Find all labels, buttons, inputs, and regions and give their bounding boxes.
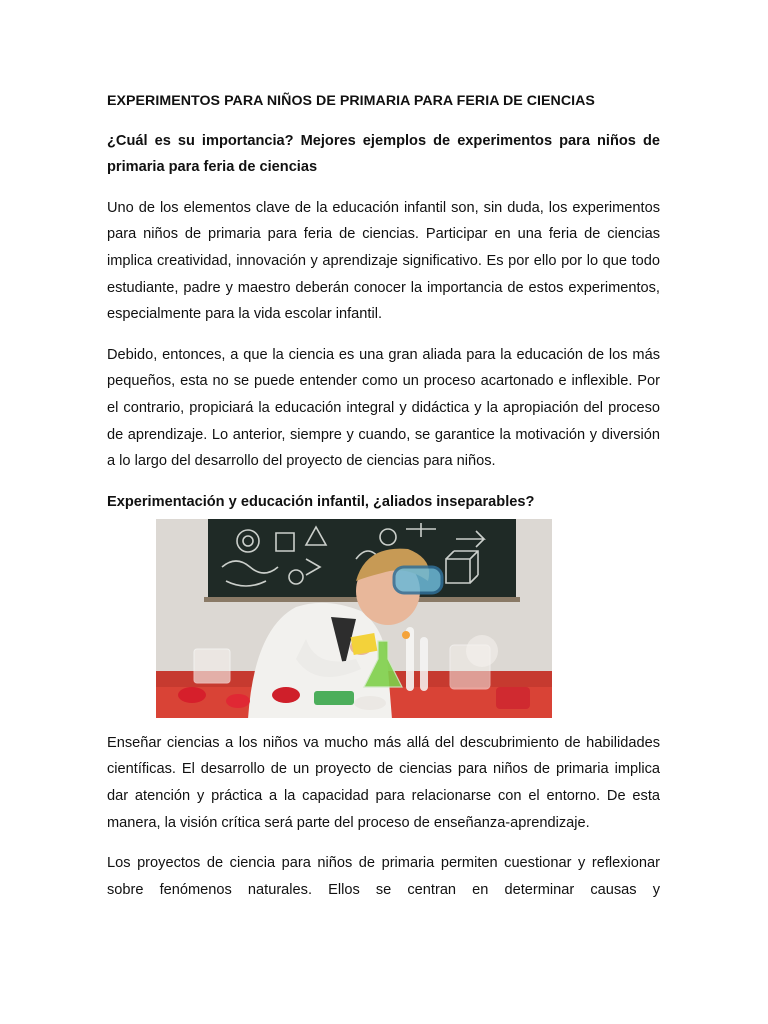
document-title: EXPERIMENTOS PARA NIÑOS DE PRIMARIA PARA FERIA DE CIENCIAS (107, 93, 595, 109)
document-subtitle: ¿Cuál es su importancia? Mejores ejemplos de experimentos para niños de primaria para feria de ciencias (107, 133, 660, 176)
paragraph-3: Enseñar ciencias a los niños va mucho más allá del descubrimiento de habilidades científicas. El desarrollo de un proyecto de ciencias para niños de primaria implica dar atención y práctica a la capacidad para relacionarse con el entorno. De esta manera, la visión crítica será parte del proceso de enseñanza-aprendizaje. (107, 734, 660, 831)
paragraph-2: Debido, entonces, a que la ciencia es una gran aliada para la educación de los más pequeños, esta no se puede entender como un proceso acartonado e inflexible. Por el contrario, propiciará la educación integral y didáctica y la apropiación del proceso de aprendizaje. Lo anterior, siempre y cuando, se garantice la motivación y diversión a lo largo del desarrollo del proyecto de ciencias para niños. (107, 346, 660, 470)
beaker-left (194, 649, 230, 683)
section-heading: Experimentación y educación infantil, ¿aliados inseparables? (107, 493, 535, 510)
photo-illustration (156, 519, 552, 718)
safety-goggles (394, 567, 442, 593)
document-page (107, 88, 660, 917)
paragraph-4: Los proyectos de ciencia para niños de primaria permiten cuestionar y reflexionar sobre fenómenos naturales. Ellos se centran en determinar causas y (107, 855, 660, 898)
child-science-experiment-photo (156, 519, 552, 718)
paragraph-1: Uno de los elementos clave de la educación infantil son, sin duda, los experimentos para niños de primaria para feria de ciencias. Participar en una feria de ciencias implica creatividad, innovación y aprendizaje significativo. Es por ello por lo que todo estudiante, padre y maestro deberán conocer la importancia de estos experimentos, especialmente para la vida escolar infantil. (107, 199, 660, 323)
